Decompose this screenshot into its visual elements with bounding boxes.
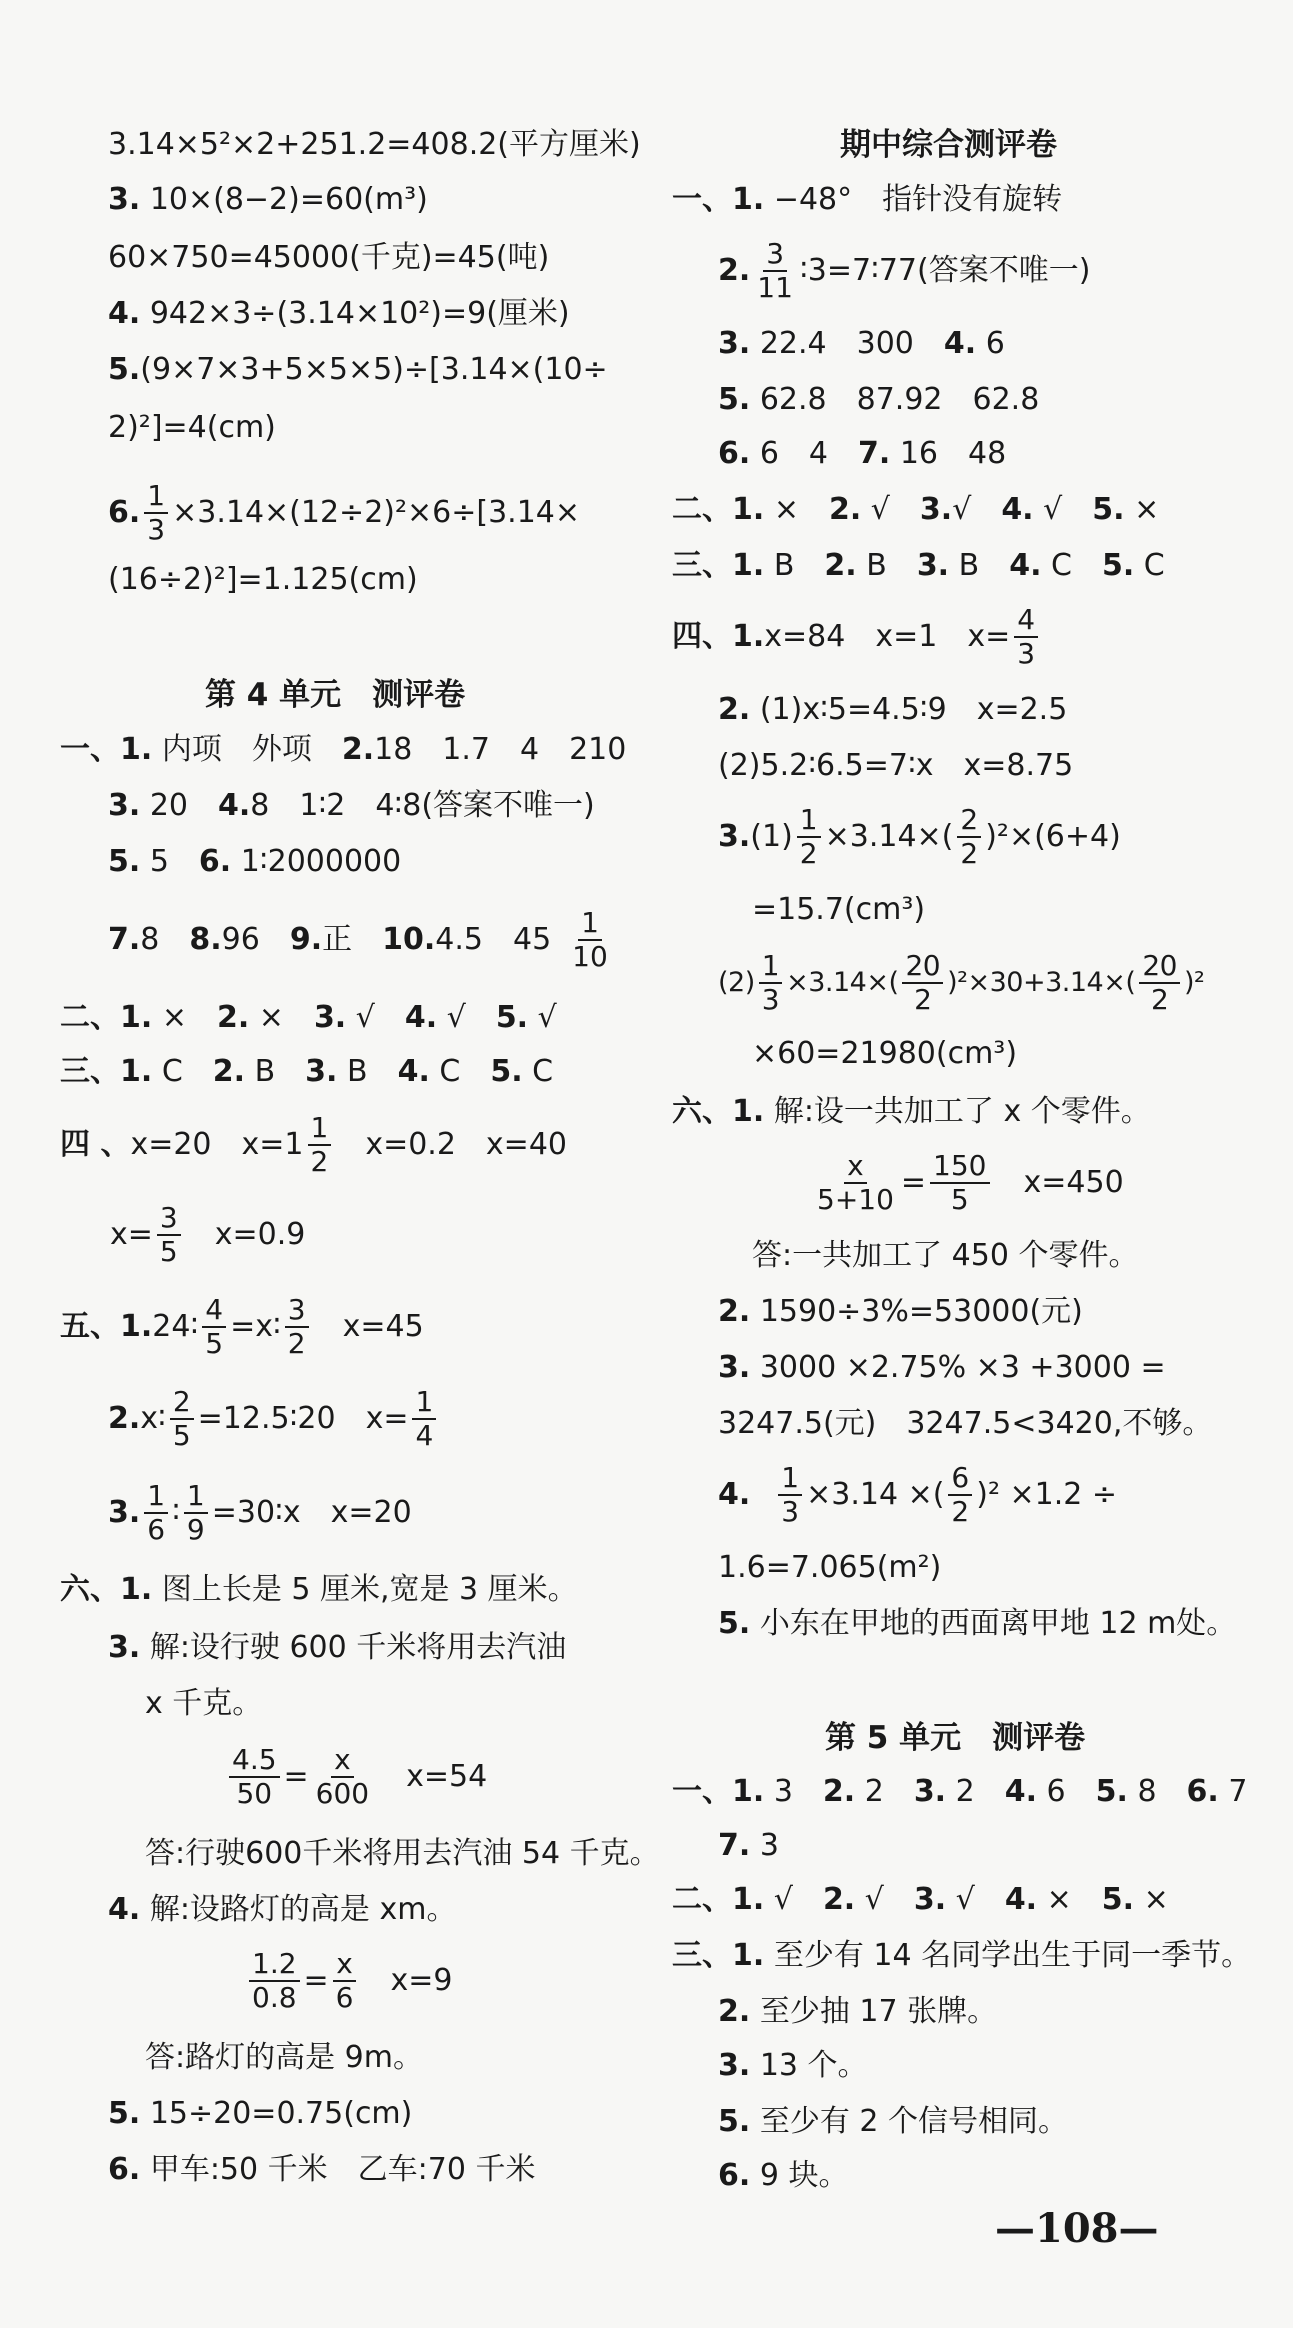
fraction: $\frac{1}{10}$ [572,906,608,973]
fraction: $\frac{4}{5}$ [202,1294,226,1360]
line: 一、1. 内项 外项 2.18 1.7 4 210 [60,732,627,767]
line: 3. 13 个。 [718,2048,868,2083]
line: 3. 解:设行驶 600 千米将用去汽油 [108,1630,567,1665]
line: 4. 942×3÷(3.14×10²)=9(厘米) [108,296,570,331]
line: 6. $\frac{1}{3}$ ×3.14×(12÷2)²×6÷[3.14× [108,479,581,546]
line: 3. (1) $\frac{1}{2}$ ×3.14×( $\frac{2}{2}$ )²×(6+4) [718,803,1121,870]
line: 1.6=7.065(m²) [718,1550,942,1585]
line: 答:路灯的高是 9m。 [145,2040,423,2075]
line: 6. 6 4 7. 16 48 [718,436,1007,471]
fraction: $\frac{4.5}{50}$ [229,1744,280,1810]
line: 答:一共加工了 450 个零件。 [752,1238,1139,1273]
line: 2. $\frac{3}{11}$ ∶3=7∶77(答案不唯一) [718,237,1091,304]
line: 3. 20 4.8 1∶2 4∶8(答案不唯一) [108,788,595,823]
fraction: $\frac{1}{9}$ [184,1480,208,1546]
line: $\frac{x}{5+10}$ = $\frac{150}{5}$ x=450 [810,1148,1124,1218]
section-heading: 期中综合测评卷 [840,127,1057,163]
line: 7. 8 8. 96 9. 正 10. 4.5 45 $\frac{1}{10}$ [108,905,615,975]
line: 2. 至少抽 17 张牌。 [718,1994,998,2029]
line: 6. 9 块。 [718,2158,849,2193]
fraction: $\frac{20}{2}$ [1139,950,1180,1016]
line: x= $\frac{3}{5}$ x=0.9 [110,1201,306,1268]
line: 3. $\frac{1}{6}$ ∶ $\frac{1}{9}$ =30∶x x=20 [108,1479,412,1546]
fraction: $\frac{150}{5}$ [930,1150,989,1216]
line: (2) $\frac{1}{3}$ ×3.14×( $\frac{20}{2}$ )²×30+3.14×( $\frac{20}{2}$ )² [718,949,1205,1016]
line: 4. 解:设路灯的高是 xm。 [108,1892,457,1927]
line: 7. 3 [718,1828,779,1863]
line: 二、1. × 2. √ 3.√ 4. √ 5. × [672,492,1160,527]
line: 3. 10×(8−2)=60(m³) [108,182,428,217]
line: 一、1. 3 2. 2 3. 2 4. 6 5. 8 6. 7 [672,1774,1248,1809]
fraction: $\frac{6}{2}$ [948,1462,972,1528]
line: 3. 3000 ×2.75% ×3 +3000 = [718,1350,1166,1385]
section-heading: 第 5 单元 测评卷 [825,1720,1086,1756]
fraction: $\frac{1}{4}$ [412,1386,436,1452]
line: 五、1. 24∶ $\frac{4}{5}$ =x∶ $\frac{3}{2}$ x=45 [60,1293,424,1360]
fraction: $\frac{4}{3}$ [1014,604,1038,670]
line: 四 、 x=20 x=1 $\frac{1}{2}$ x=0.2 x=40 [60,1111,567,1178]
line: 5. 5 6. 1∶2000000 [108,844,402,879]
fraction: $\frac{1}{2}$ [797,804,821,870]
line: $\frac{4.5}{50}$ = $\frac{x}{600}$ x=54 [225,1742,487,1812]
line: 5. 至少有 2 个信号相同。 [718,2104,1068,2139]
line: 2. x∶ $\frac{2}{5}$ =12.5∶20 x= $\frac{1}{4}$ [108,1384,440,1454]
line: 2)²]=4(cm) [108,410,276,445]
line: 三、1. C 2. B 3. B 4. C 5. C [60,1054,554,1089]
fraction: $\frac{3}{11}$ [757,237,793,304]
line: 5. 62.8 87.92 62.8 [718,382,1040,417]
line: 4. $\frac{1}{3}$ ×3.14 ×( $\frac{6}{2}$ )² ×1.2 ÷ [718,1461,1118,1528]
line: 二、1. √ 2. √ 3. √ 4. × 5. × [672,1882,1169,1917]
line: 二、1. × 2. × 3. √ 4. √ 5. √ [60,1000,557,1035]
line: 5.(9×7×3+5×5×5)÷[3.14×(10÷ [108,352,608,387]
line: ×60=21980(cm³) [752,1036,1018,1071]
line: 一、1. −48° 指针没有旋转 [672,182,1063,217]
line: 5. 15÷20=0.75(cm) [108,2096,413,2131]
fraction: $\frac{1}{3}$ [759,950,782,1016]
line: 6. 甲车:50 千米 乙车:70 千米 [108,2152,536,2187]
fraction: $\frac{1}{2}$ [308,1112,332,1178]
fraction: $\frac{1.2}{0.8}$ [249,1948,300,2014]
fraction: $\frac{3}{5}$ [157,1202,181,1268]
line: 2. 1590÷3%=53000(元) [718,1294,1083,1329]
line: =15.7(cm³) [752,892,926,927]
fraction: $\frac{3}{2}$ [285,1294,309,1360]
line: 三、1. B 2. B 3. B 4. C 5. C [672,548,1165,583]
line: $\frac{1.2}{0.8}$ = $\frac{x}{6}$ x=9 [245,1946,452,2016]
line: 三、1. 至少有 14 名同学出生于同一季节。 [672,1938,1252,1973]
line: 3. 22.4 300 4. 6 [718,326,1005,361]
fraction: $\frac{2}{2}$ [957,804,981,870]
line: 六、1. 图上长是 5 厘米,宽是 3 厘米。 [60,1572,578,1607]
fraction: $\frac{2}{5}$ [170,1386,194,1452]
page-number: —108— [995,2205,1159,2252]
line: 2. (1)x∶5=4.5∶9 x=2.5 [718,692,1068,727]
section-heading: 第 4 单元 测评卷 [205,677,466,713]
line: 5. 小东在甲地的西面离甲地 12 m处。 [718,1606,1237,1641]
line: 60×750=45000(千克)=45(吨) [108,240,550,275]
line: 3247.5(元) 3247.5<3420,不够。 [718,1406,1213,1441]
line: (16÷2)²]=1.125(cm) [108,562,418,597]
fraction: $\frac{1}{6}$ [144,1480,168,1546]
line: 3.14×5²×2+251.2=408.2(平方厘米) [108,127,641,162]
fraction: $\frac{20}{2}$ [902,950,943,1016]
line: (2)5.2∶6.5=7∶x x=8.75 [718,748,1074,783]
line: 四、1. x=84 x=1 x= $\frac{4}{3}$ [672,602,1042,672]
line: 答:行驶600千米将用去汽油 54 千克。 [145,1836,660,1871]
line: 六、1. 解:设一共加工了 x 个零件。 [672,1094,1151,1129]
fraction: $\frac{x}{6}$ [333,1948,357,2014]
line: x 千克。 [145,1686,263,1721]
fraction: $\frac{1}{3}$ [144,480,168,546]
fraction: $\frac{x}{600}$ [315,1743,370,1810]
fraction: $\frac{x}{5+10}$ [817,1149,894,1216]
fraction: $\frac{1}{3}$ [778,1462,802,1528]
